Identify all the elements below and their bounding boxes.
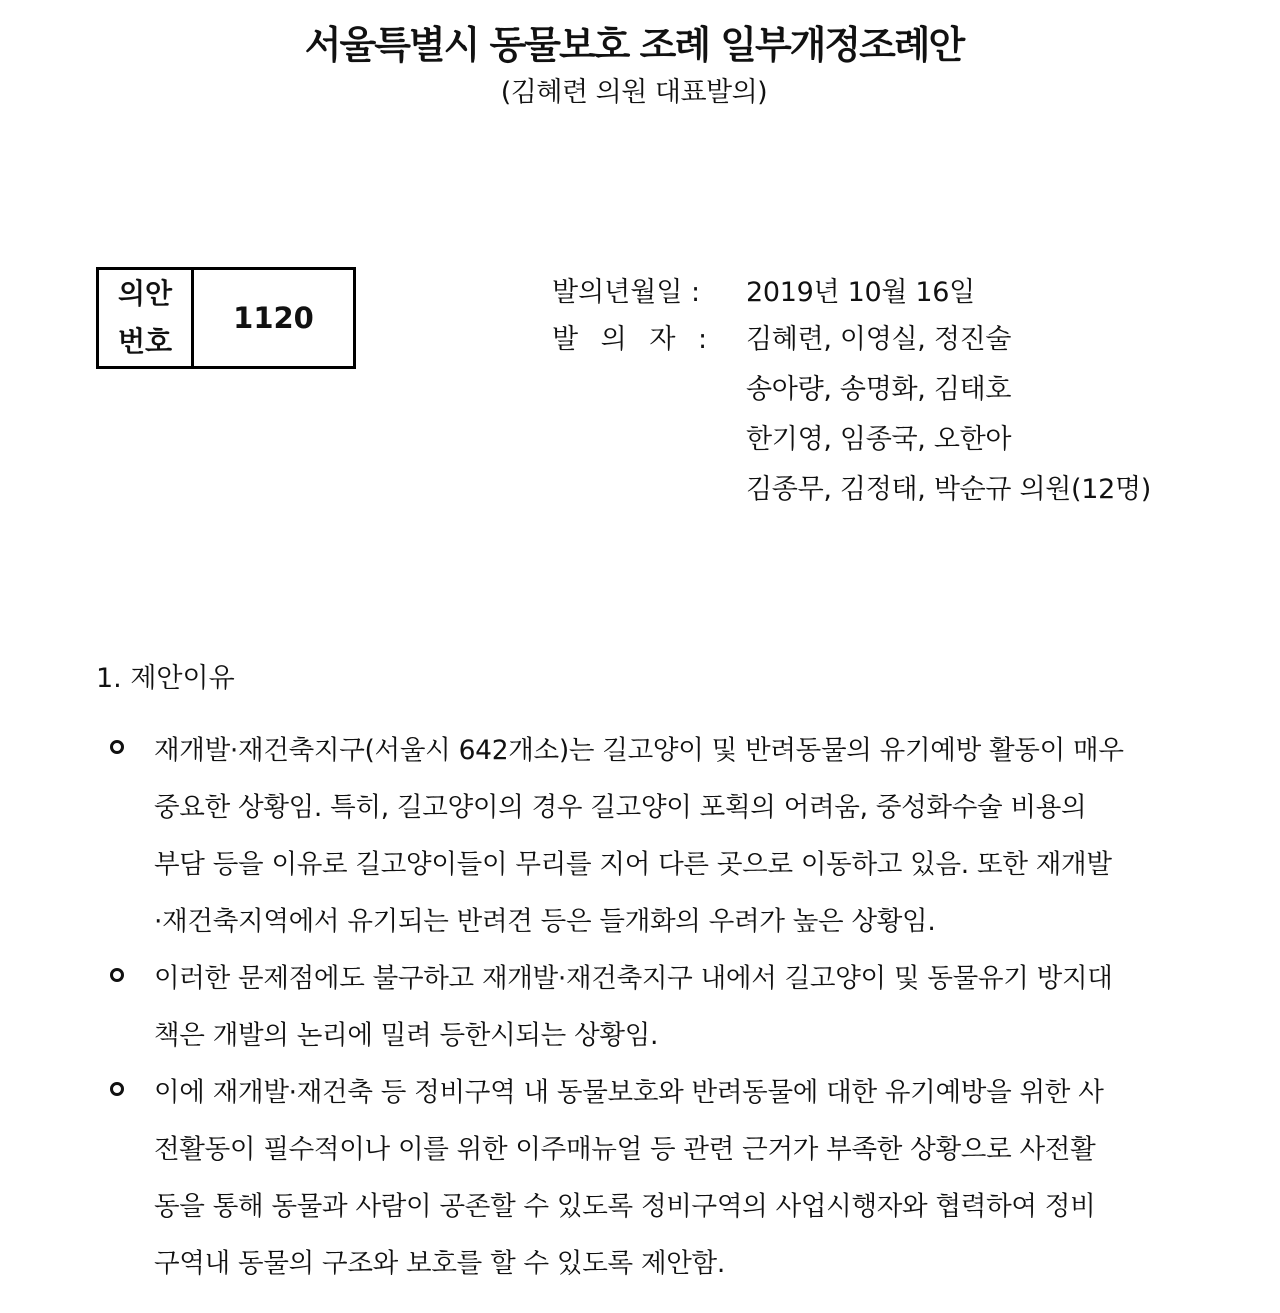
bullet-circle-icon [110, 1082, 124, 1096]
bullet-circle-icon [110, 740, 124, 754]
bill-label-line-2: 번호 [117, 325, 173, 358]
bullet-text-line: ·재건축지역에서 유기되는 반려견 등은 들개화의 우려가 높은 상황임. [154, 906, 936, 937]
sponsor-line-1: 김혜련, 이영실, 정진술 [746, 324, 1012, 355]
bullet-circle-icon [110, 968, 124, 982]
bullet-text-line: 책은 개발의 논리에 밀려 등한시되는 상황임. [154, 1020, 659, 1051]
proposal-reason-list [110, 722, 1170, 1292]
bullet-text-line: 동을 통해 동물과 사람이 공존할 수 있도록 정비구역의 사업시행자와 협력하여 정비 [154, 1191, 1096, 1222]
proposal-date-label: 발의년월일 : [552, 277, 701, 308]
bullet-text-line: 부담 등을 이유로 길고양이들이 무리를 지어 다른 곳으로 이동하고 있음. 또한 재개발 [154, 849, 1112, 880]
bullet-text-line: 구역내 동물의 구조와 보호를 할 수 있도록 제안함. [154, 1248, 725, 1279]
proposal-date-value: 2019년 10월 16일 [746, 277, 975, 308]
bullet-text-line: 재개발·재건축지구(서울시 642개소)는 길고양이 및 반려동물의 유기예방 활동이 매우 [154, 735, 1124, 766]
bill-label-line-1: 의안 [117, 277, 173, 310]
document-title: 서울특별시 동물보호 조례 일부개정조례안 [304, 23, 964, 67]
bullet-text-line: 이러한 문제점에도 불구하고 재개발·재건축지구 내에서 길고양이 및 동물유기 방지대 [154, 963, 1113, 994]
bullet-text-line: 중요한 상황임. 특히, 길고양이의 경우 길고양이 포획의 어려움, 중성화수술 비용의 [154, 792, 1087, 823]
sponsor-line-3: 한기영, 임종국, 오한아 [746, 424, 1012, 455]
list-item [110, 1064, 1170, 1292]
list-item [110, 722, 1170, 950]
sponsor-line-2: 송아량, 송명화, 김태호 [746, 374, 1012, 405]
sponsor-line-4: 김종무, 김정태, 박순규 의원(12명) [746, 474, 1152, 505]
bill-number-value: 1120 [233, 301, 314, 335]
bill-number-box [96, 267, 356, 369]
bill-number-label [99, 270, 194, 366]
bullet-text-line: 이에 재개발·재건축 등 정비구역 내 동물보호와 반려동물에 대한 유기예방을 위한 사 [154, 1077, 1104, 1108]
section-heading-proposal-reason: 1. 제안이유 [96, 663, 235, 694]
list-item [110, 950, 1170, 1064]
sponsor-label: 발 의 자 : [552, 324, 708, 355]
bullet-text-line: 전활동이 필수적이나 이를 위한 이주매뉴얼 등 관련 근거가 부족한 상황으로 사전활 [154, 1134, 1096, 1165]
document-subtitle: (김혜련 의원 대표발의) [500, 77, 768, 108]
